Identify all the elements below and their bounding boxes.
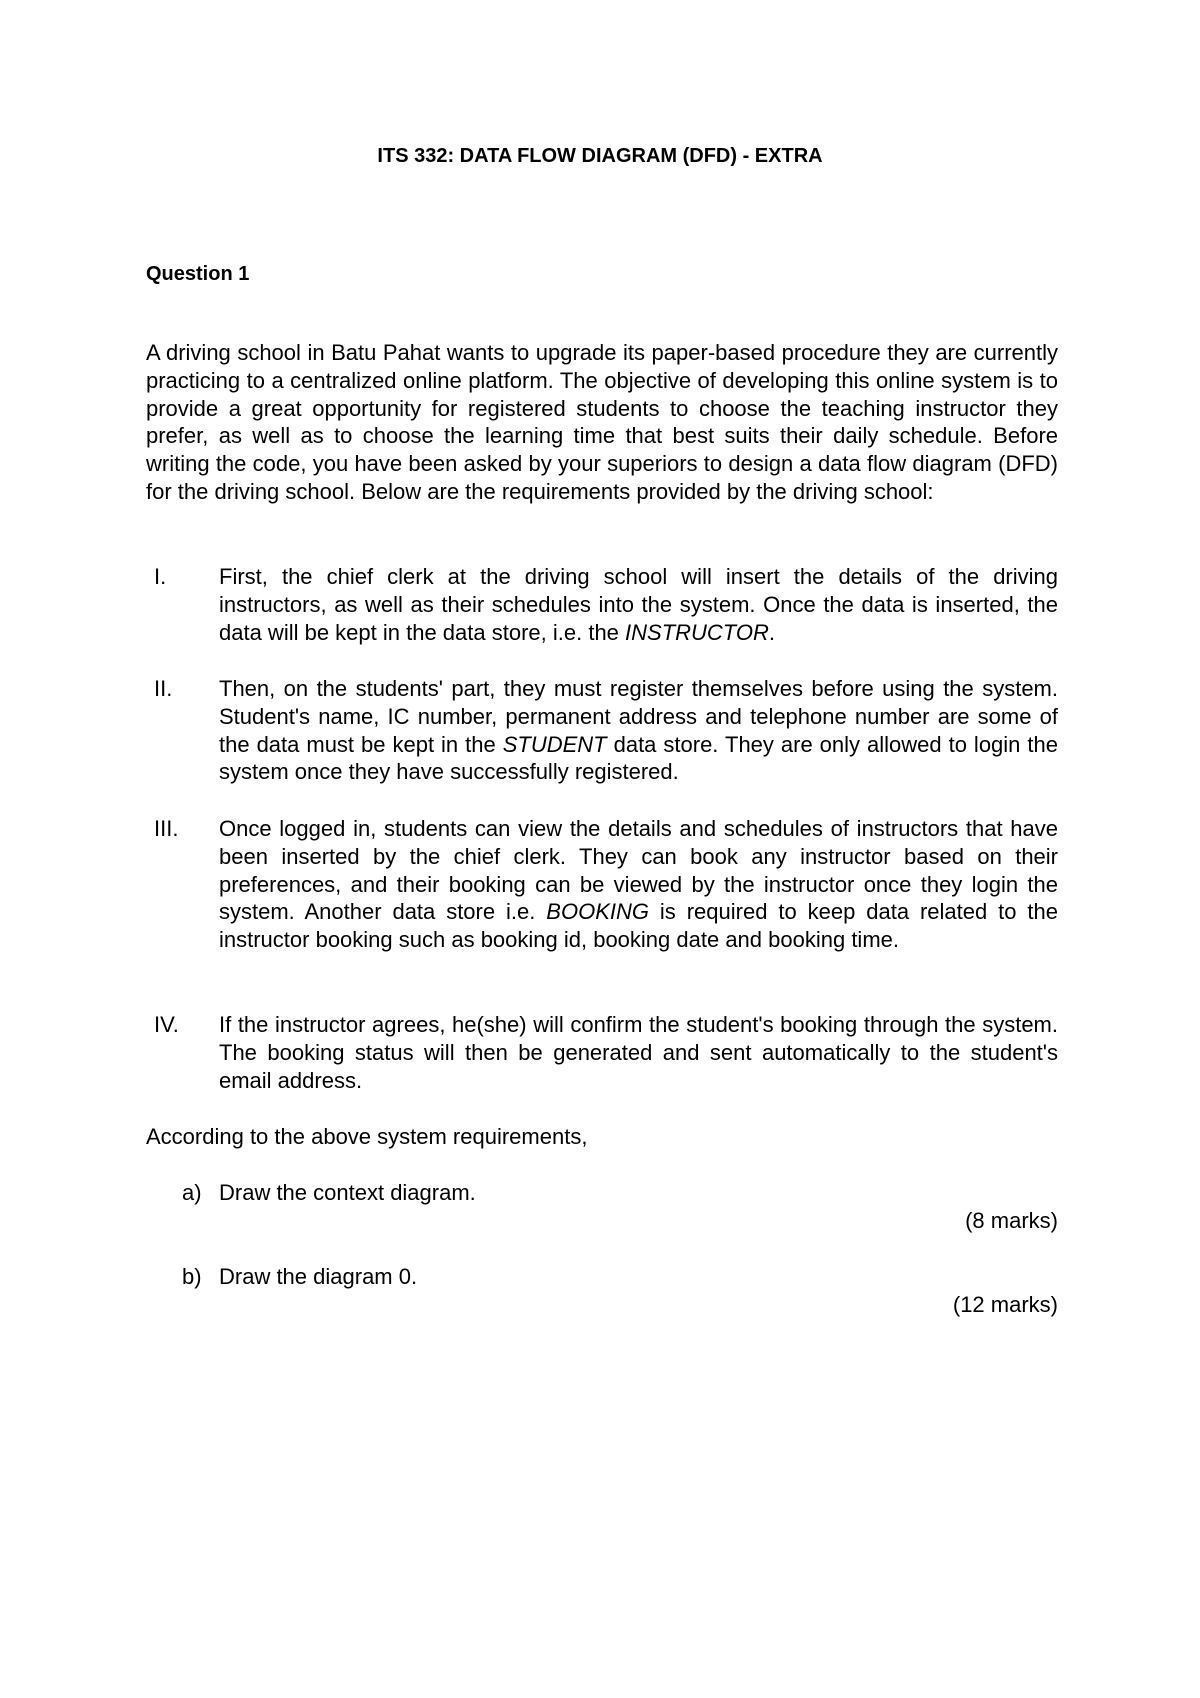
requirement-item [146,1011,1058,1094]
requirement-numeral: IV. [154,1012,179,1037]
task-letter: b) [182,1264,202,1289]
instruction-line: According to the above system requirements, [146,1124,588,1149]
task-marks: (8 marks) [965,1208,1058,1233]
task-text: Draw the diagram 0. [219,1264,418,1289]
requirement-item [146,815,1058,954]
requirement-text: First, the chief clerk at the driving school will insert the details of the driving instructors, as well as their schedules into the system. Once the data is inserted, the data will be kept in the data store, i.e. the INSTRUCTOR. [219,564,1058,645]
requirement-numeral: II. [154,676,173,701]
requirement-text: If the instructor agrees, he(she) will confirm the student's booking through the system. The booking status will then be generated and sent automatically to the student's email address. [219,1012,1058,1093]
task-marks: (12 marks) [952,1292,1058,1317]
data-store-name: STUDENT [502,731,607,757]
data-store-name: BOOKING [546,899,649,925]
document-title: ITS 332: DATA FLOW DIAGRAM (DFD) - EXTRA [377,145,823,167]
requirement-item [146,675,1058,786]
requirement-numeral: III. [154,816,179,841]
intro-paragraph: A driving school in Batu Pahat wants to upgrade its paper-based procedure they are currently practicing to a centralized online platform. The objective of developing this online system is to provide a great opportunity for registered students to choose the teaching instructor they prefer, as well as to choose the learning time that best suits their daily schedule. Before writing the code, you have been asked by your superiors to design a data flow diagram (DFD) for the driving school. Below are the requirements provided by the driving school: [146,340,1058,504]
data-store-name: INSTRUCTOR [625,619,769,645]
requirement-item [146,563,1058,646]
requirement-text: Once logged in, students can view the details and schedules of instructors that have been inserted by the chief clerk. They can book any instructor based on their preferences, and their booking can be viewed by the instructor once they login the system. Another data store i.e. BOOKING is required to keep data related to the instructor booking such as booking id, booking date and booking time. [219,816,1058,953]
question-heading: Question 1 [146,263,250,285]
requirement-numeral: I. [154,564,167,589]
task-text: Draw the context diagram. [219,1180,476,1205]
task-letter: a) [182,1180,202,1205]
requirement-text: Then, on the students' part, they must register themselves before using the system. Student's name, IC number, permanent address and telephone number are some of the data must be kept in the STUDENT data store. They are only allowed to login the system once they have successfully registered. [219,676,1058,785]
